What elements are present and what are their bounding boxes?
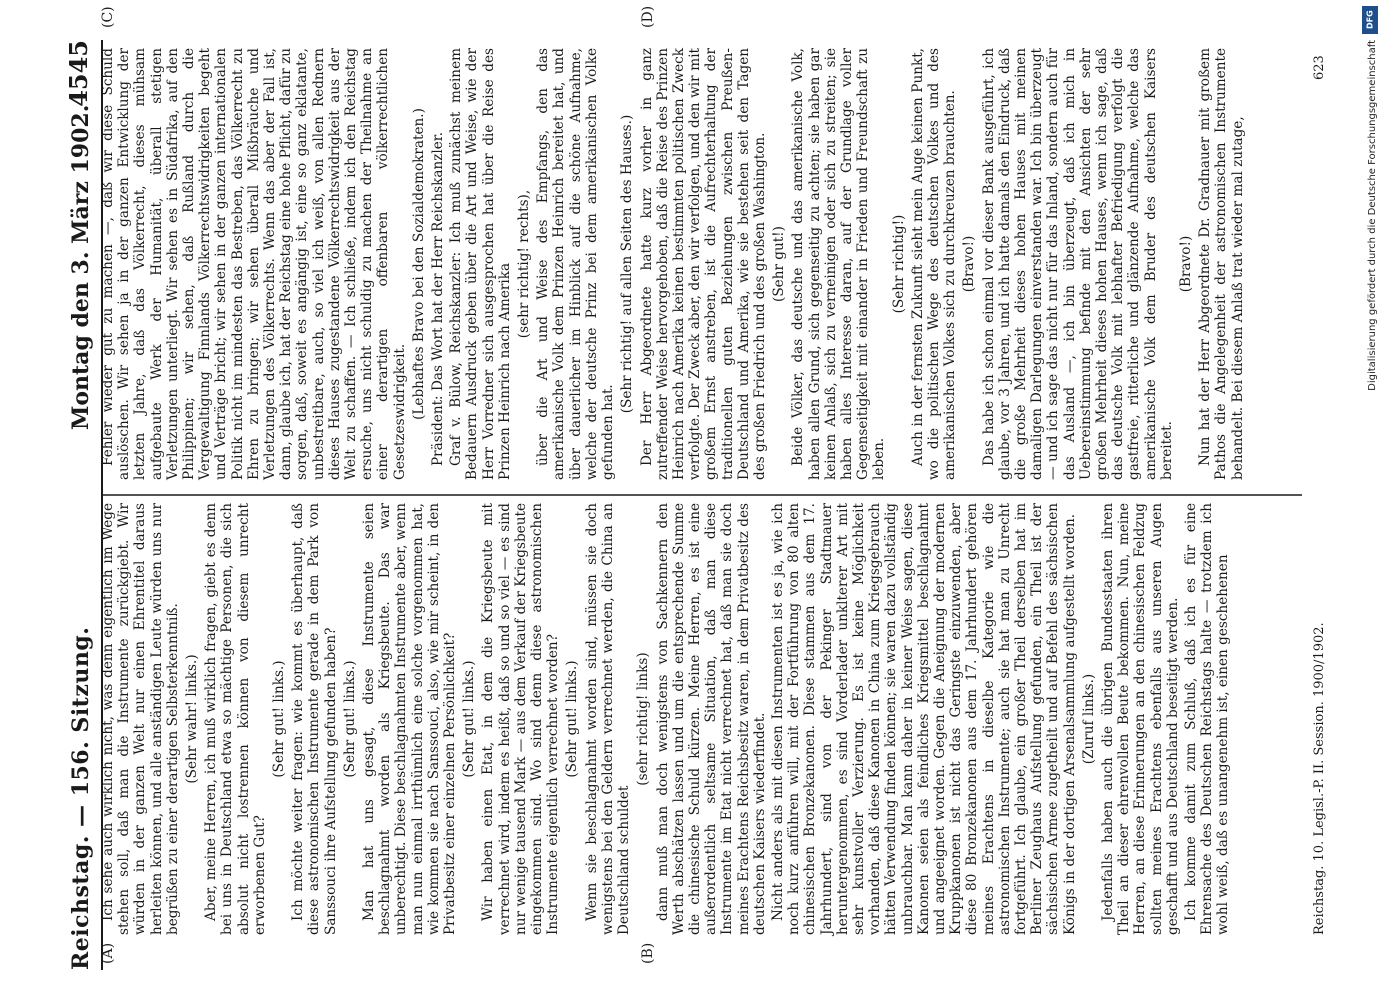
interjection: (sehr richtig! links) xyxy=(635,652,652,786)
paragraph: Wenn sie beschlagnahmt worden sind, müssen sie doch wenigstens bei den Geldern verrechnet werden, die China an Deutschland schuldet xyxy=(583,503,633,935)
left-column xyxy=(100,503,1300,935)
interjection: (Sehr gut!) xyxy=(771,226,788,302)
interjection: (Zuruf links.) xyxy=(1080,673,1097,765)
paragraph: über die Art und Weise des Empfangs, den das amerikanische Volk dem Prinzen Heinrich bereitet hat, und über dauerlicher im Hinblick auf die schöne Aufnahme, welche der deutsche Prinz bei dem amerikanischen Volke gefunden hat. xyxy=(535,48,617,480)
right-column xyxy=(100,48,1300,480)
column-divider xyxy=(102,493,1302,497)
page-header xyxy=(60,40,100,970)
interjection: (Sehr richtig! auf allen Seiten des Hauses.) xyxy=(619,114,636,414)
margin-marker-c: (C) xyxy=(100,6,116,28)
footer-reference: Reichstag. 10. Legisl.-P. II. Session. 1900/1902. xyxy=(1312,622,1327,935)
margin-marker-a: (A) xyxy=(100,942,116,964)
paragraph: Nicht anders als mit diesen Instrumenten ist es ja, wie ich noch kurz anführen will, mit der Fortführung von 80 alten chinesischen Bronzekanonen. Diese stammen aus dem 17. Jahrhundert, sind von der Pekinger Stadtmauer heruntergenommen, es sind Vorderlader unklterer Art mit sehr kunstvoller Verzierung. Es ist keine Möglichkeit vorhanden, daß diese Kanonen in China zum Kriegsgebrauch hätten Verwendung finden können; sie waren dazu vollständig unbrauchbar. Man kann daher in keiner Weise sagen, diese Kanonen seien als feindliches Kriegsmittel beschlagnahmt und angeeignet worden. Gegen die Aneignung der modernen Kruppkanonen ist nicht das Geringste einzuwenden, aber diese 80 Bronzekanonen aus dem 17. Jahrhundert gehören meines Erachtens in dieselbe Kategorie wie die astronomischen Instrumente; auch sie hat man zu Unrecht fortgeführt. Ich glaube, ein großer Theil derselben hat im Berliner Zeughaus Aufstellung gefunden, ein Theil ist der sächsischen Armee zugetheilt und auf Befehl des sächsischen Königs in der dortigen Arsenalsammlung aufgestellt worden. xyxy=(769,503,1078,935)
margin-marker-b: (B) xyxy=(640,942,656,964)
paragraph: Fehler wieder gut zu machen —, daß wir diese Schuld auslöschen. Wir sehen ja in der ganzen Entwicklung der letzten Jahre, daß das Völkerrecht, dieses mühsam aufgebaute Werk der Humanität, überall stetigen Verletzungen unterliegt. Wir sehen es in Südafrika, auf den Philippinen; wir sehen, daß Rußland durch die Vergewaltigung Finnlands Völkerrechtswidrigkeiten begeht und Verträge bricht; wir sehen in der ganzen internationalen Politik nicht im mindesten das Bestreben, das Völkerrecht zu Ehren zu bringen; wir sehen überall Mißbräuche und Verletzungen des Völkerrechts. Wenn das aber der Fall ist, dann, glaube ich, hat der Reichstag eine hohe Pflicht, dafür zu sorgen, daß, soweit es angängig ist, eine so ganz eklatante, unbestreitbare, auch, so viel ich weiß, von allen Rednern dieses Hauses zugestandene Völkerrechtswidrigkeit aus der Welt zu schaffen. — Ich schließe, indem ich den Reichstag ersuche, uns nicht schuldig zu machen der Theilnahme an einer derartigen offenbaren völkerrechtlichen Gesetzeswidrigkeit. xyxy=(100,48,408,480)
header-session: Reichstag. — 156. Sitzung. xyxy=(68,626,94,970)
interjection: (Sehr gut! links.) xyxy=(341,660,358,778)
paragraph: dann muß man doch wenigstens von Sachkennern den Werth abschätzen lassen und um die entsprechende Summe die chinesische Schuld kürzen. Meine Herren, es ist eine außerordentlich seltsame Situation, daß man diese Instrumente im Etat nicht verrechnet hat, daß man sie doch meines Erachtens Reichsbesitz waren, in dem Privatbesitz des deutschen Kaisers wiederfindet. xyxy=(654,503,768,935)
paragraph: Ich möchte weiter fragen: wie kommt es überhaupt, daß diese astronomischen Instrumente gerade in dem Park von Sanssouci ihre Aufstellung gefunden haben? xyxy=(290,503,339,935)
paragraph: Beide Völker, das deutsche und das amerikanische Volk, haben allen Grund, sich gegenseitig zu achten; sie haben gar keinen Anlaß, sich zu verneinigen oder sich zu streiten; sie haben alles Interesse daran, auf der Grundlage voller Gegenseitigkeit mit einander in Frieden und Freundschaft zu leben. xyxy=(790,48,888,480)
paragraph: Aber, meine Herren, ich muß wirklich fragen, giebt es denn bei uns in Deutschland etwa so mächtige Personen, die sich absolut nicht lostrennen können von diesem unrecht erworbenen Gut? xyxy=(203,503,268,935)
paragraph: Der Herr Abgeordnete hatte kurz vorher in ganz zutreffender Weise hervorgehoben, daß die Reise des Prinzen Heinrich nach Amerika keinen bestimmten politischen Zweck verfolgte. Der Zweck aber, den wir verfolgen, und den wir mit großem Ernst anstreben, ist die Aufrechterhaltung der traditionellen guten Beziehungen zwischen Preußen-Deutschland und Amerika, wie sie bestehen seit den Tagen des großen Friedrich und des großen Washington. xyxy=(638,48,768,480)
digitization-credit: Digitalisierung gefördert durch die Deutsche Forschungsgemeinschaft xyxy=(1367,40,1378,391)
interjection: (Bravo!) xyxy=(961,235,978,293)
digitization-sidebar xyxy=(1357,0,1381,1000)
paragraph: Jedenfalls haben auch die übrigen Bundesstaaten ihren Theil an dieser ehrenvollen Beute bekommen. Nun, meine Herren, an diese Erinnerungen an den chinesischen Feldzug sollten meines Erachtens ebenfalls aus unseren Augen geschafft und aus Deutschland beseitigt werden. xyxy=(1099,503,1181,935)
header-date: Montag den 3. März 1902. xyxy=(68,104,94,430)
interjection: (Lebhaftes Bravo bei den Sozialdemokraten.) xyxy=(410,108,427,420)
paragraph: Man hat uns gesagt, diese Instrumente seien beschlagnahmt worden als Kriegsbeute. Das war unberechtigt. Diese beschlagnahmten Instrumente aber, wenn man nun einmal irrthümlich eine solche vorgenommen hat, wie kommen sie nach Sanssouci, also, wie mir scheint, in den Privatbesitz einer einzelnen Persönlichkeit? xyxy=(361,503,459,935)
interjection: (Sehr wahr! links.) xyxy=(184,654,201,784)
interjection: (Sehr gut! links.) xyxy=(461,660,478,778)
dfg-logo-icon: DFG xyxy=(1362,6,1378,34)
interjection: (sehr richtig! rechts), xyxy=(516,189,533,339)
paragraph: Ich sehe auch wirklich nicht, was denn eigentlich im Wege stehen soll, daß man die Instrumente zurückgiebt. Wir würden in der ganzen Welt nur einen Ehrentitel daraus herleiten können, und alle anständigen Leute würden uns nur begrüßen zu einer derartigen Selbsterkenntniß. xyxy=(100,503,181,935)
footer-sheet-number: 623 xyxy=(1312,55,1327,80)
interjection: (Sehr richtig!) xyxy=(890,214,907,314)
interjection: (Bravo!) xyxy=(1178,235,1194,293)
page-number: 4545 xyxy=(64,40,93,107)
margin-marker-d: (D) xyxy=(640,5,656,28)
paragraph: Auch in der fernsten Zukunft sieht mein Auge keinen Punkt, wo die politischen Wege des deutschen Volkes und des amerikanischen Volkes sich zu durchkreuzen brauchten. xyxy=(909,48,959,480)
paragraph: Wir haben einen Etat, in dem die Kriegsbeute mit verrechnet wird, indem es heißt, daß so und so viel — es sind nur wenige tausend Mark — aus dem Verkauf der Kriegsbeute eingekommen sind. Wo sind denn diese astronomischen Instrumente eigentlich verrechnet worden? xyxy=(480,503,562,935)
interjection: (Sehr gut! links.) xyxy=(271,660,288,778)
interjection: (Sehr gut! links.) xyxy=(564,660,581,778)
paragraph: Das habe ich schon einmal vor dieser Bank ausgeführt, ich glaube, vor 3 Jahren, und ich hatte damals den Eindruck, daß die große Mehrheit dieses hohen Hauses mit meinen damaligen Darlegungen einverstanden war. Ich bin überzeugt — und ich sage das nicht nur für das Inland, sondern auch für das Ausland —, ich bin überzeugt, daß ich mich in Uebereinstimmung befinde mit den Ansichten der sehr großen Mehrheit dieses hohen Hauses, wenn ich sage, daß das deutsche Volk mit lebhafter Befriedigung verfolgt die gastfreie, ritterliche und glänzende Aufnahme, welche das amerikanische Volk dem Bruder des deutschen Kaisers bereitet. xyxy=(980,48,1175,480)
paragraph: Graf v. Bülow, Reichskanzler: Ich muß zunächst meinem Bedauern Ausdruck geben über die Art und Weise, wie der Herr Vorredner sich ausgesprochen hat über die Reise des Prinzen Heinrich nach Amerika xyxy=(448,48,513,480)
paragraph: Präsident: Das Wort hat der Herr Reichskanzler. xyxy=(430,131,447,466)
paragraph: Nun hat der Herr Abgeordnete Dr. Gradnauer mit großem Pathos die Angelegenheit der astronomischen Instrumente behandelt. Bei diesem Anlaß trat wieder mal zutage, xyxy=(1197,48,1246,480)
paragraph: Ich komme damit zum Schluß, daß ich es für eine Ehrensache des Deutschen Reichstags halte — trotzdem ich wohl weiß, daß es unangenehm ist, einen geschehenen xyxy=(1183,503,1232,935)
